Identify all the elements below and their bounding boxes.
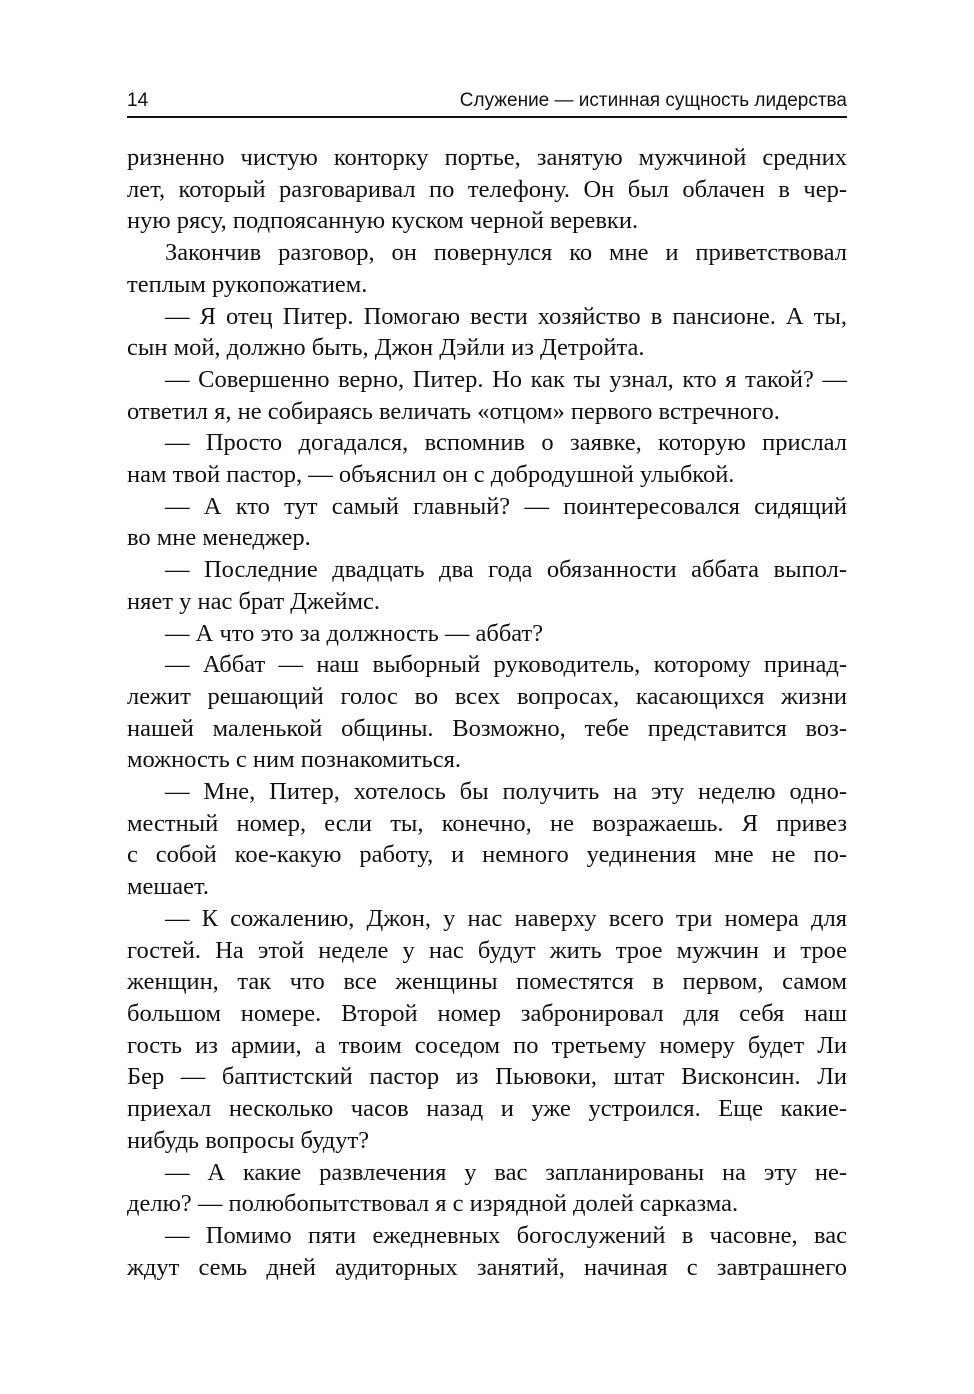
- text-line: нам твой пастор, — объяснил он с добродушной улыбкой.: [127, 461, 735, 489]
- text-line: лежит решающий голос во всех вопросах, касающихся жизни: [127, 682, 847, 710]
- text-line: — Совершенно верно, Питер. Но как ты узнал, кто я такой? —: [165, 365, 847, 393]
- text-line: — Помимо пяти ежедневных богослужений в часовне, вас: [165, 1221, 847, 1249]
- text-line: нибудь вопросы будут?: [127, 1126, 370, 1154]
- text-line: теплым рукопожатием.: [127, 270, 368, 298]
- page-number: 14: [127, 90, 149, 111]
- text-line: — Аббат — наш выборный руководитель, которому принад-: [165, 651, 847, 679]
- text-line: — Мне, Питер, хотелось бы получить на эту неделю одно-: [165, 778, 847, 806]
- text-line: Закончив разговор, он повернулся ко мне и приветствовал: [165, 239, 847, 267]
- text-line: женщин, так что все женщины поместятся в первом, самом: [127, 968, 847, 996]
- text-line: гость из армии, а твоим соседом по третьему номеру будет Ли: [127, 1031, 847, 1059]
- text-line: — А что это за должность — аббат?: [165, 619, 544, 647]
- text-line: лет, который разговаривал по телефону. Он был облачен в чер-: [127, 175, 847, 203]
- text-line: нашей маленькой общины. Возможно, тебе представится воз-: [127, 714, 847, 742]
- text-line: гостей. На этой неделе у нас будут жить трое мужчин и трое: [127, 936, 847, 964]
- text-line: ждут семь дней аудиторных занятий, начиная с завтрашнего: [127, 1253, 847, 1281]
- body-text: [127, 142, 847, 1283]
- text-line: ответил я, не собираясь величать «отцом» первого встречного.: [127, 397, 780, 425]
- text-line: можность с ним познакомиться.: [127, 746, 462, 774]
- text-line: с собой кое-какую работу, и немного уединения мне не по-: [127, 841, 847, 869]
- text-line: — Просто догадался, вспомнив о заявке, которую прислал: [165, 429, 847, 457]
- text-line: — Я отец Питер. Помогаю вести хозяйство в пансионе. А ты,: [165, 302, 847, 330]
- text-line: приехал несколько часов назад и уже устроился. Еще какие-: [127, 1095, 847, 1123]
- text-line: сын мой, должно быть, Джон Дэйли из Детройта.: [127, 334, 645, 362]
- text-line: няет у нас брат Джеймс.: [127, 587, 381, 615]
- text-line: большом номере. Второй номер забронировал для себя наш: [127, 999, 847, 1027]
- text-line: ризненно чистую конторку портье, занятую мужчиной средних: [127, 144, 847, 171]
- text-line: — Последние двадцать два года обязанности аббата выпол-: [165, 556, 847, 584]
- text-line: — А какие развлечения у вас запланированы на эту не-: [165, 1158, 847, 1186]
- text-line: — А кто тут самый главный? — поинтересовался сидящий: [165, 492, 847, 520]
- text-line: Бер — баптистский пастор из Пьювоки, штат Висконсин. Ли: [127, 1063, 847, 1091]
- text-line: во мне менеджер.: [127, 524, 311, 552]
- text-line: местный номер, если ты, конечно, не возражаешь. Я привез: [127, 809, 847, 837]
- text-line: — К сожалению, Джон, у нас наверху всего три номера для: [165, 904, 847, 932]
- text-line: мешает.: [127, 873, 209, 901]
- running-title: Служение — истинная сущность лидерства: [459, 90, 847, 111]
- text-line: ную рясу, подпоясанную куском черной веревки.: [127, 207, 639, 235]
- running-head: [127, 88, 847, 118]
- text-line: делю? — полюбопытствовал я с изрядной долей сарказма.: [127, 1190, 739, 1218]
